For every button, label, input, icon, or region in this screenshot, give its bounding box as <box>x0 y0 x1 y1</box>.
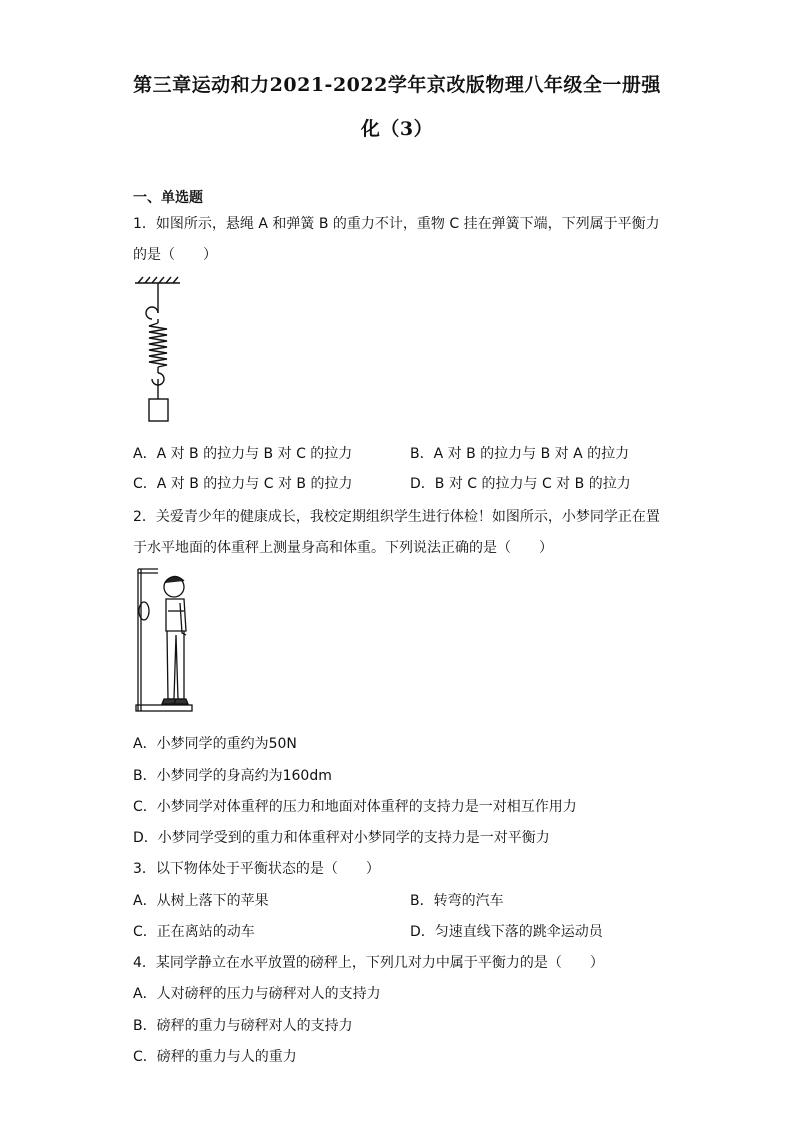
q2-option-b: B．小梦同学的身高约为160dm <box>133 768 332 784</box>
document-title-line1: 第三章运动和力2021-2022学年京改版物理八年级全一册强 <box>133 74 661 96</box>
q4-option-b: B．磅秤的重力与磅秤对人的支持力 <box>133 1018 353 1034</box>
q3-stem: 3．以下物体处于平衡状态的是（ ） <box>133 861 380 877</box>
q2-option-c: C．小梦同学对体重秤的压力和地面对体重秤的支持力是一对相互作用力 <box>133 799 577 815</box>
q1-stem-line1: 1．如图所示，悬绳 A 和弹簧 B 的重力不计，重物 C 挂在弹簧下端，下列属于平衡力 <box>133 216 660 232</box>
q4-option-c: C．磅秤的重力与人的重力 <box>133 1049 297 1065</box>
q1-option-b: B．A 对 B 的拉力与 B 对 A 的拉力 <box>410 446 630 462</box>
document-title-line2: 化（3） <box>360 118 434 140</box>
q3-option-a: A．从树上落下的苹果 <box>133 893 269 909</box>
q1-stem-line2: 的是（ ） <box>133 247 217 263</box>
q1-option-a: A．A 对 B 的拉力与 B 对 C 的拉力 <box>133 446 353 462</box>
q3-option-d: D．匀速直线下落的跳伞运动员 <box>410 924 603 940</box>
q4-option-a: A．人对磅秤的压力与磅秤对人的支持力 <box>133 986 381 1002</box>
height-weight-scale-figure <box>128 565 198 715</box>
q3-option-b: B．转弯的汽车 <box>410 893 504 909</box>
q1-option-d: D．B 对 C 的拉力与 C 对 B 的拉力 <box>410 476 631 492</box>
q2-option-d: D．小梦同学受到的重力和体重秤对小梦同学的支持力是一对平衡力 <box>133 830 550 846</box>
q2-option-a: A．小梦同学的重约为50N <box>133 736 297 752</box>
q3-option-c: C．正在离站的动车 <box>133 924 255 940</box>
section-heading: 一、单选题 <box>133 190 203 206</box>
q4-stem: 4．某同学静立在水平放置的磅秤上，下列几对力中属于平衡力的是（ ） <box>133 955 604 971</box>
spring-hanging-weight-figure <box>130 275 190 430</box>
q2-stem-line2: 于水平地面的体重秤上测量身高和体重。下列说法正确的是（ ） <box>133 540 553 556</box>
q2-stem-line1: 2．关爱青少年的健康成长，我校定期组织学生进行体检！如图所示，小梦同学正在置 <box>133 509 660 525</box>
q1-option-c: C．A 对 B 的拉力与 C 对 B 的拉力 <box>133 476 353 492</box>
